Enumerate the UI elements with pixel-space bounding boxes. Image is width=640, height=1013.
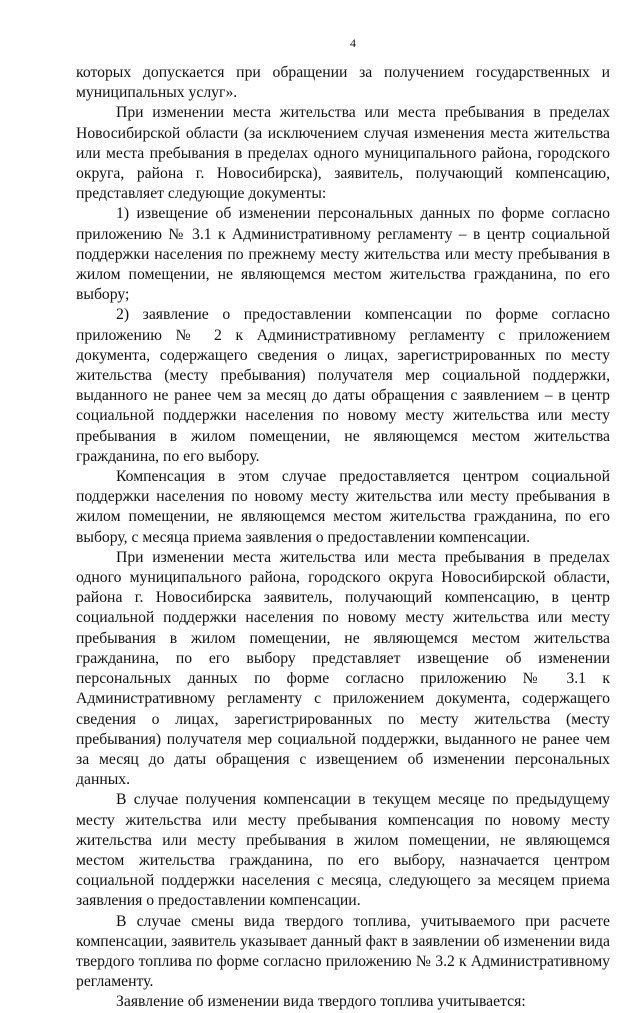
paragraph-continuation: которых допускается при обращении за получением государственных и муниципальных услуг».	[76, 64, 610, 102]
paragraph-compensation-provided: Компенсация в этом случае предоставляется центром социальной поддержки населения по новому месту жительства или месту пребывания в жилом помещении, не являющемся местом жительства гражданина, по его выбору, с месяца приема заявления о предоставлении компенсации.	[76, 468, 610, 546]
list-item-2-application: 2) заявление о предоставлении компенсации по форме согласно приложению № 2 к Административному регламенту с приложением документа, содержащего сведения о лицах, зарегистрированных по месту жительства (месту пребывания) получателя мер социальной поддержки, выданного не ранее чем за месяц до даты обращения с заявлением – в центр социальной поддержки населения по новому месту жительства или месту пребывания в жилом помещении, не являющемся местом жительства гражданина, по его выбору.	[76, 306, 610, 465]
paragraph-fuel-application: Заявление об изменении вида твердого топлива учитывается:	[116, 993, 526, 1011]
page-number: 4	[350, 36, 356, 50]
paragraph-relocation-region: При изменении места жительства или места пребывания в пределах Новосибирской области (за исключением случая изменения места жительства или места пребывания в пределах одного муниципального района, городского округа, района г. Новосибирска), заявитель, получающий компенсацию, представляет следующие документы:	[76, 104, 610, 203]
paragraph-fuel-change: В случае смены вида твердого топлива, учитываемого при расчете компенсации, заявитель указывает данный факт в заявлении об изменении вида твердого топлива по форме согласно приложению № 3.2 к Административному регламенту.	[76, 912, 610, 991]
paragraph-current-month: В случае получения компенсации в текущем месяце по предыдущему месту жительства или месту пребывания компенсация по новому месту жительства или месту пребывания в жилом помещении, не являющемся местом жительства гражданина, по его выбору, назначается центром социальной поддержки населения с месяца, следующего за месяцем приема заявления о предоставлении компенсации.	[76, 791, 610, 910]
body-text	[76, 63, 610, 1013]
paragraph-relocation-same-district: При изменении места жительства или места пребывания в пределах одного муниципального района, городского округа Новосибирской области, района г. Новосибирска заявитель, получающий компенсацию, в центр социальной поддержки населения по новому месту жительства или месту пребывания в жилом помещении, не являющемся местом жительства гражданина, по его выбору представляет извещение об изменении персональных данных по форме согласно приложению № 3.1 к Административному регламенту с приложением документа, содержащего сведения о лицах, зарегистрированных по месту жительства (месту пребывания) получателя мер социальной поддержки, выданного не ранее чем за месяц до даты обращения с извещением об изменении персональных данных.	[76, 548, 610, 789]
list-item-1-notice: 1) извещение об изменении персональных данных по форме согласно приложению № 3.1 к Административному регламенту – в центр социальной поддержки населения по прежнему месту жительства или месту пребывания в жилом помещении, не являющемся местом жительства гражданина, по его выбору;	[76, 205, 610, 304]
